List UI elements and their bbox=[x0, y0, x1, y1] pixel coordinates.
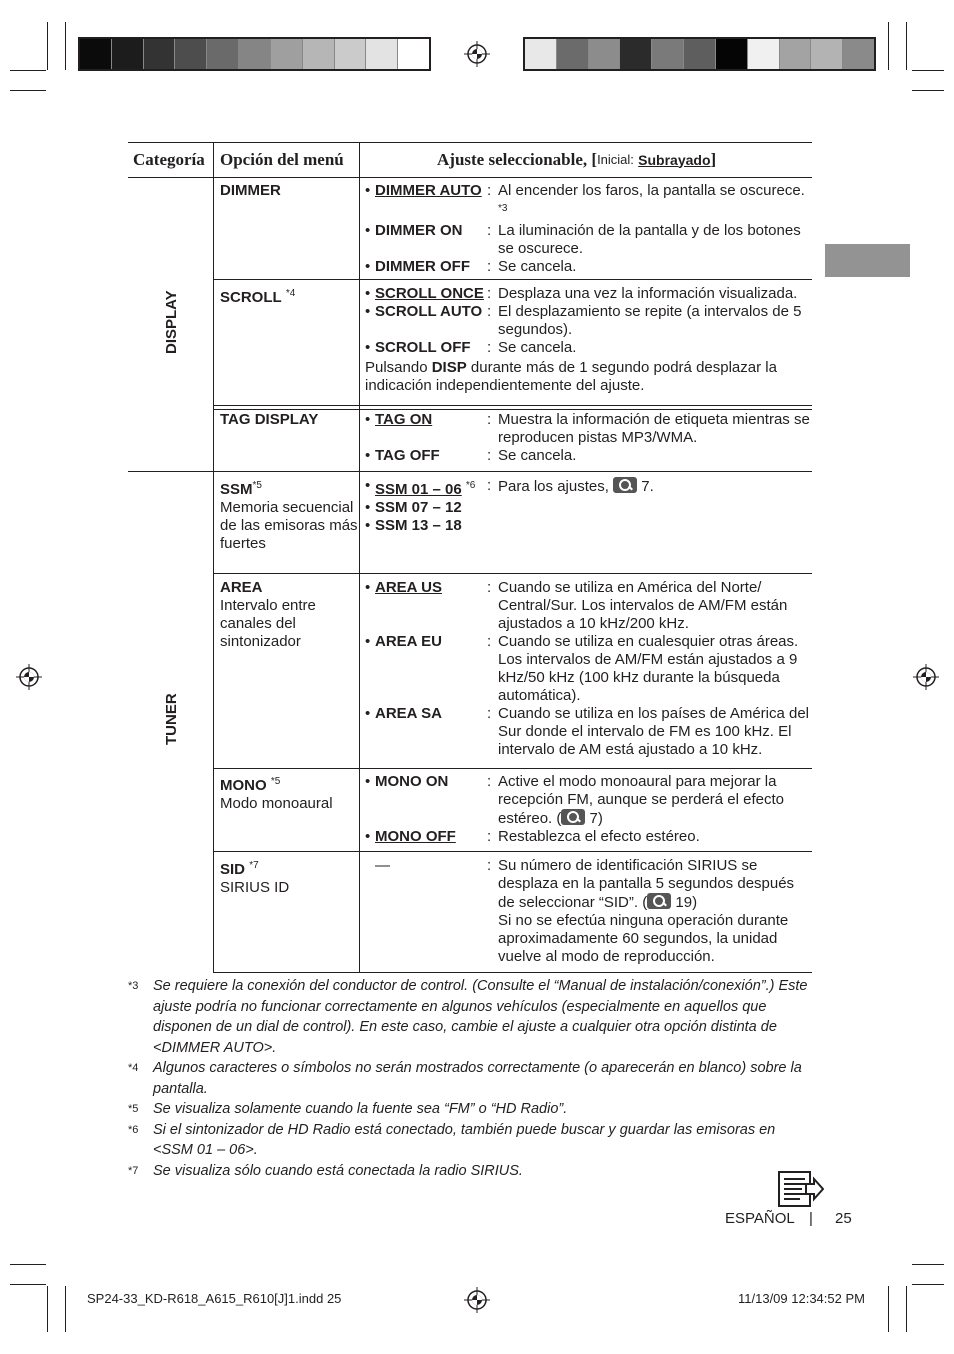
setting-row: • SCROLL AUTO : El desplazamiento se repite (a intervalos de 5 segundos). bbox=[365, 303, 810, 339]
setting-desc: Se cancela. bbox=[498, 258, 577, 275]
setting-dash: — bbox=[375, 857, 390, 874]
crop-mark bbox=[10, 90, 46, 91]
setting-row: • DIMMER AUTO : Al encender los faros, la pantalla se oscurece. $^{*3}$ bbox=[365, 182, 810, 222]
option-scroll: SCROLL $^{*4}$ bbox=[220, 288, 296, 306]
option-tag-display: TAG DISPLAY bbox=[220, 411, 319, 428]
footnote: *3 Se requiere la conexión del conductor de control. (Consulte el “Manual de instalación/conexión”.) Este ajuste podría no funcionar correctamente en algunos vehículos (especialmente en aquellos que disponen de un dial de control). En este caso, cambie el ajuste a cualquier otra opción distinta de <DIMMER AUTO>. bbox=[128, 978, 808, 1056]
crop-mark bbox=[906, 1286, 907, 1332]
crop-mark bbox=[912, 1284, 944, 1285]
crop-mark bbox=[912, 1264, 944, 1265]
setting-key: DIMMER ON bbox=[375, 222, 463, 239]
registration-mark-icon bbox=[913, 664, 939, 690]
magnifier-reference-icon bbox=[613, 477, 637, 493]
crop-mark bbox=[888, 22, 889, 70]
setting-key: AREA EU bbox=[375, 633, 442, 650]
footnote: *7 Se visualiza sólo cuando está conectada la radio SIRIUS. bbox=[128, 1162, 523, 1179]
setting-row: • AREA SA : Cuando se utiliza en los países de América del Sur donde el intervalo de FM es 100 kHz. El intervalo de AM está ajustado a 10 kHz. bbox=[365, 705, 810, 758]
setting-key: SSM 07 – 12 bbox=[375, 499, 462, 516]
footnote: *5 Se visualiza solamente cuando la fuente sea “FM” o “HD Radio”. bbox=[128, 1101, 568, 1117]
crop-mark bbox=[65, 22, 66, 70]
setting-key: MONO ON bbox=[375, 773, 449, 790]
header-option: Opción del menú bbox=[220, 149, 344, 169]
footnote-ref: *3 bbox=[498, 203, 508, 214]
setting-desc: Cuando se utiliza en América del Norte/ Central/Sur. Los intervalos de AM/FM están ajustados a 10 kHz/200 kHz. bbox=[498, 579, 788, 632]
setting-key: TAG ON bbox=[375, 411, 433, 428]
setting-row: • SSM 07 – 12 bbox=[365, 499, 810, 517]
setting-row: • TAG ON : Muestra la información de etiqueta mientras se reproducen pistas MP3/WMA. bbox=[365, 411, 810, 446]
setting-row: • AREA EU : Cuando se utiliza en cualesquier otras áreas. Los intervalos de AM/FM están ajustados a 9 kHz/50 kHz (100 kHz durante la búsqueda automática). bbox=[365, 633, 810, 705]
page-number: 25 bbox=[835, 1210, 852, 1227]
setting-row: • TAG OFF : Se cancela. bbox=[365, 447, 810, 465]
setting-desc: Restablezca el efecto estéreo. bbox=[498, 828, 700, 845]
category-tuner: TUNER bbox=[163, 693, 180, 745]
slug-filename: SP24-33_KD-R618_A615_R610[J]1.indd 25 bbox=[87, 1291, 342, 1306]
crop-mark bbox=[65, 1286, 66, 1332]
crop-mark bbox=[888, 1286, 889, 1332]
registration-mark-icon bbox=[16, 664, 42, 690]
color-bar-left bbox=[78, 37, 431, 71]
setting-key: AREA SA bbox=[375, 705, 442, 722]
crop-mark bbox=[47, 1286, 48, 1332]
setting-row: • SSM 13 – 18 bbox=[365, 517, 810, 535]
setting-desc: Cuando se utiliza en los países de América del Sur donde el intervalo de FM es 100 kHz. El intervalo de AM está ajustado a 10 kHz. bbox=[498, 705, 810, 758]
setting-row: • MONO OFF : Restablezca el efecto estéreo. bbox=[365, 828, 810, 846]
footnote: *6 Si el sintonizador de HD Radio está conectado, también puede buscar y guardar las emisoras en <SSM 01 – 06>. bbox=[128, 1121, 776, 1158]
settings-sid bbox=[365, 857, 810, 966]
header-initial-label: Inicial: bbox=[597, 152, 634, 167]
disp-button-label: DISP bbox=[431, 359, 467, 376]
registration-mark-icon bbox=[464, 1287, 490, 1313]
setting-row: • DIMMER ON : La iluminación de la pantalla y de los botones se oscurece. bbox=[365, 222, 810, 258]
section-tab-marker bbox=[825, 244, 910, 277]
settings-ssm bbox=[365, 477, 810, 535]
color-bar-right bbox=[523, 37, 876, 71]
footnote-ref: *6 bbox=[465, 480, 476, 491]
footer-separator: | bbox=[809, 1210, 813, 1227]
setting-key: SCROLL AUTO bbox=[375, 303, 483, 320]
option-mono: MONO $^{*5}$ Modo monoaural bbox=[220, 776, 333, 812]
magnifier-reference-icon bbox=[647, 893, 671, 909]
setting-row: • AREA US : Cuando se utiliza en América del Norte/ Central/Sur. Los intervalos de AM/FM están ajustados a 10 kHz/200 kHz. bbox=[365, 579, 810, 633]
crop-mark bbox=[912, 70, 944, 71]
option-sid: SID $^{*7}$ SIRIUS ID bbox=[220, 860, 290, 896]
settings-scroll bbox=[365, 285, 810, 395]
setting-desc: Muestra la información de etiqueta mientras se reproducen pistas MP3/WMA. bbox=[498, 411, 810, 446]
footer-language: ESPAÑOL bbox=[725, 1210, 795, 1227]
header-setting bbox=[437, 142, 716, 177]
settings-dimmer bbox=[365, 182, 810, 276]
option-area: AREA Intervalo entre canales del sintonizador bbox=[220, 579, 316, 650]
crop-mark bbox=[912, 90, 944, 91]
setting-key: SSM 01 – 06 bbox=[375, 481, 462, 498]
setting-key: SCROLL OFF bbox=[375, 339, 471, 356]
option-ssm: SSM$^{*5}$ Memoria secuencial de las emisoras más fuertes bbox=[220, 480, 358, 552]
setting-key: SCROLL ONCE bbox=[375, 285, 484, 302]
footnotes bbox=[128, 976, 818, 1181]
setting-row: • SCROLL OFF : Se cancela. bbox=[365, 339, 810, 357]
registration-mark-icon bbox=[464, 41, 490, 67]
setting-row: • DIMMER OFF : Se cancela. bbox=[365, 258, 810, 276]
crop-mark bbox=[906, 22, 907, 70]
setting-desc: Se cancela. bbox=[498, 447, 577, 464]
category-display: DISPLAY bbox=[163, 290, 180, 354]
magnifier-reference-icon bbox=[561, 809, 585, 825]
crop-mark bbox=[10, 70, 46, 71]
setting-desc: Al encender los faros, la pantalla se oscurece. bbox=[498, 182, 805, 199]
settings-tag bbox=[365, 411, 810, 465]
setting-row: • MONO ON : Active el modo monoaural para mejorar la recepción FM, aunque se perderá el efecto estéreo. ( 7) bbox=[365, 773, 785, 827]
setting-desc: La iluminación de la pantalla y de los botones se oscurece. bbox=[498, 222, 801, 257]
setting-key: MONO OFF bbox=[375, 828, 456, 845]
setting-key: TAG OFF bbox=[375, 447, 440, 464]
header-setting-label: Ajuste seleccionable, [ bbox=[437, 149, 598, 169]
crop-mark bbox=[47, 22, 48, 70]
setting-desc: El desplazamiento se repite (a intervalos de 5 segundos). bbox=[498, 303, 802, 338]
header-category: Categoría bbox=[133, 149, 205, 169]
document-continue-icon bbox=[776, 1170, 824, 1208]
slug-timestamp: 11/13/09 12:34:52 PM bbox=[738, 1291, 865, 1306]
setting-row: • SCROLL ONCE : Desplaza una vez la información visualizada. bbox=[365, 285, 810, 303]
setting-key: SSM 13 – 18 bbox=[375, 517, 462, 534]
setting-desc: Cuando se utiliza en cualesquier otras áreas. Los intervalos de AM/FM están ajustados a 9 kHz/50 kHz (100 kHz durante la búsqueda automática). bbox=[498, 633, 799, 704]
settings-mono bbox=[365, 773, 810, 846]
setting-key: DIMMER AUTO bbox=[375, 182, 482, 199]
footnote: *4 Algunos caracteres o símbolos no serán mostrados correctamente (o aparecerán en blanco) sobre la pantalla. bbox=[128, 1060, 802, 1097]
setting-desc: Desplaza una vez la información visualizada. bbox=[498, 285, 798, 302]
setting-key: DIMMER OFF bbox=[375, 258, 470, 275]
setting-key: AREA US bbox=[375, 579, 442, 596]
crop-mark bbox=[10, 1284, 46, 1285]
crop-mark bbox=[10, 1264, 46, 1265]
header-close: ] bbox=[710, 149, 717, 169]
header-initial-value: Subrayado bbox=[638, 151, 711, 168]
settings-area bbox=[365, 579, 810, 759]
setting-desc: Se cancela. bbox=[498, 339, 577, 356]
option-dimmer: DIMMER bbox=[220, 182, 281, 199]
scroll-note: Pulsando DISP durante más de 1 segundo podrá desplazar la indicación independientemente del ajuste. bbox=[365, 359, 777, 394]
setting-row: • SSM 01 – 06 $^{*6}$ : Para los ajustes, 7. bbox=[365, 477, 654, 498]
setting-row: — : Su número de identificación SIRIUS se desplaza en la pantalla 5 segundos después de seleccionar “SID”. ( 19) Si no se efectúa ninguna operación durante aproximadamente 60 segundos, la unidad vuelve al modo de reproducción. bbox=[375, 857, 795, 965]
